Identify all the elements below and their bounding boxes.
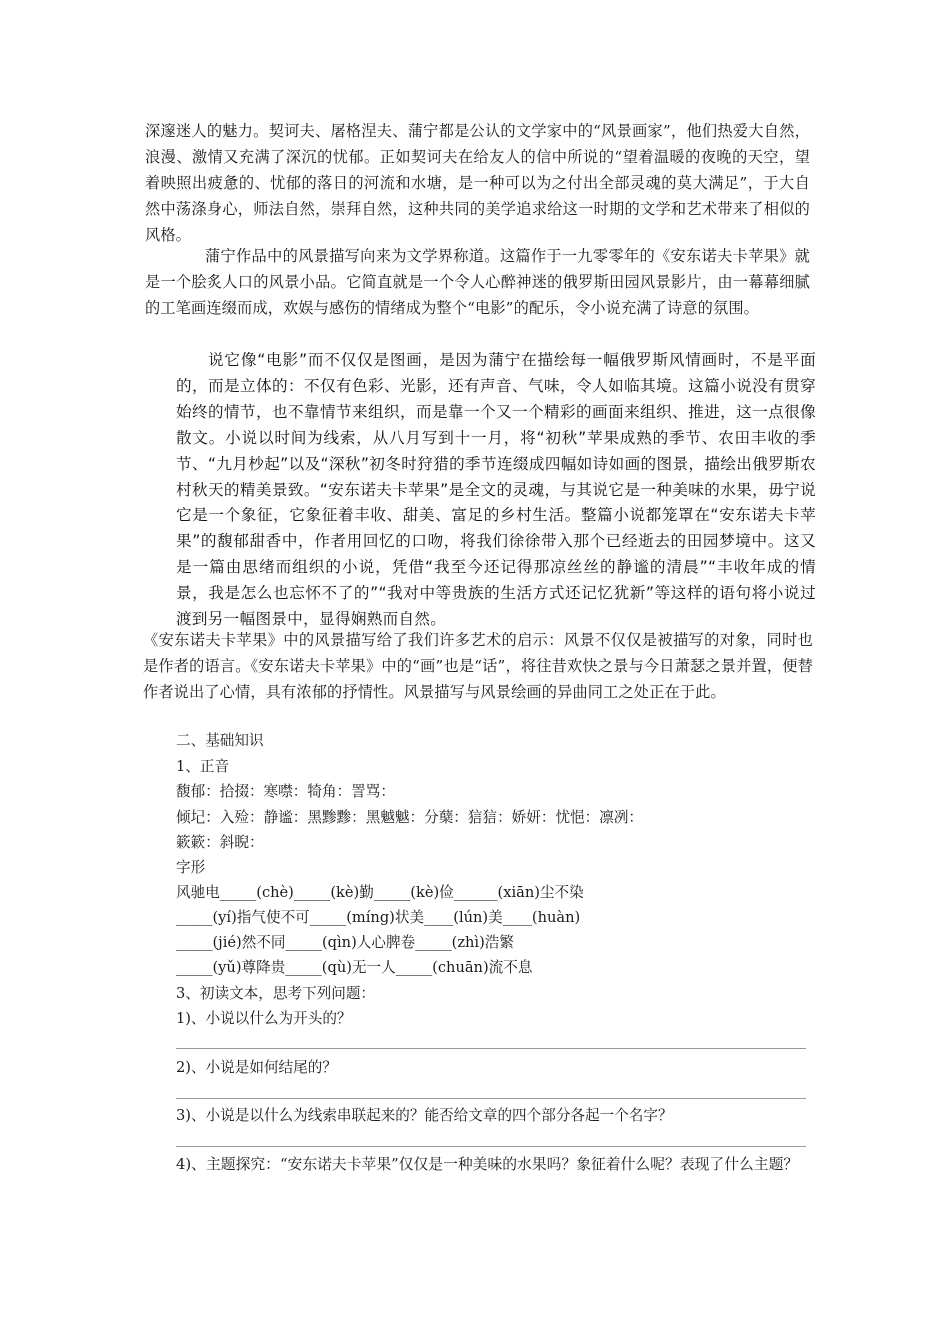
answer-line-3 — [176, 1146, 806, 1147]
section-heading-basics: 二、基础知识 — [176, 732, 264, 749]
answer-line-2 — [176, 1098, 806, 1099]
glyph-line-4: _____(yǔ)尊降贵_____(qù)无一人_____(chuān)流不息 — [176, 959, 533, 976]
glyph-line-3: _____(jié)然不同_____(qìn)人心脾卷_____(zhì)浩繁 — [176, 934, 514, 951]
glyph-heading: 字形 — [176, 859, 206, 876]
question-4: 4)、主题探究：“安东诺夫卡苹果”仅仅是一种美味的水果吗？象征着什么呢？表现了什么主题？ — [176, 1156, 799, 1173]
glyph-line-2: _____(yí)指气使不可_____(míng)状美____(lún)美____(huàn) — [176, 909, 581, 926]
paragraph-bunin-landscape: 蒲宁作品中的风景描写向来为文学界称道。这篇作于一九零零年的《安东诺夫卡苹果》就是一个脍炙人口的风景小品。它简直就是一个令人心醉神迷的俄罗斯田园风景影片，由一幕幕细腻的工笔画连缀而成，欢娱与感伤的情绪成为整个“电影”的配乐，令小说充满了诗意的氛围。 — [145, 247, 810, 317]
paragraph-intro: 深邃迷人的魅力。契诃夫、屠格涅夫、蒲宁都是公认的文学家中的“风景画家”，他们热爱大自然，浪漫、激情又充满了深沉的忧郁。正如契诃夫在给友人的信中所说的“望着温暖的夜晚的天空，望着映照出疲惫的、忧郁的落日的河流和水塘，是一种可以为之付出全部灵魂的莫大满足”，于大自然中荡涤身心，师法自然，崇拜自然，这种共同的美学追求给这一时期的文学和艺术带来了相似的风格。 — [145, 122, 810, 244]
pronunciation-line-1: 馥郁：拾掇：寒噤：犄角：詈骂： — [176, 783, 395, 800]
paragraph-artistic-inspiration: 《安东诺夫卡苹果》中的风景描写给了我们许多艺术的启示：风景不仅仅是被描写的对象，同时也是作者的语言。《安东诺夫卡苹果》中的“画”也是“话”，将往昔欢快之景与今日萧瑟之景并置，便替作者说出了心情，具有浓郁的抒情性。风景描写与风景绘画的异曲同工之处正在于此。 — [143, 631, 813, 701]
paragraph-movie-analysis: 说它像“电影”而不仅仅是图画，是因为蒲宁在描绘每一幅俄罗斯风情画时，不是平面的，而是立体的：不仅有色彩、光影，还有声音、气味，令人如临其境。这篇小说没有贯穿始终的情节，也不靠情节来组织，而是靠一个又一个精彩的画面来组织、推进，这一点很像散文。小说以时间为线索，从八月写到十一月，将“初秋”苹果成熟的季节、农田丰收的季节、“九月杪起”以及“深秋”初冬时狩猎的季节连缀成四幅如诗如画的图景，描绘出俄罗斯农村秋天的精美景致。“安东诺夫卡苹果”是全文的灵魂，与其说它是一种美味的水果，毋宁说它是一个象征，它象征着丰收、甜美、富足的乡村生活。整篇小说都笼罩在“安东诺夫卡苹果”的馥郁甜香中，作者用回忆的口吻，将我们徐徐带入那个已经逝去的田园梦境中。这又是一篇由思绪而组织的小说，凭借“我至今还记得那凉丝丝的静谧的清晨”“丰收年成的情景，我是怎么也忘怀不了的”“我对中等贵族的生活方式还记忆犹新”等这样的语句将小说过渡到另一幅图景中，显得娴熟而自然。 — [176, 351, 816, 629]
answer-line-1 — [176, 1048, 806, 1049]
pronunciation-line-3: 簌簌：斜睨： — [176, 834, 264, 851]
item-reading-questions: 3、初读文本，思考下列问题： — [176, 985, 376, 1002]
item-pronunciation-heading: 1、正音 — [176, 758, 230, 775]
pronunciation-line-2: 倾圮：入殓：静谧：黑黪黪：黑魆魆：分蘖：狺狺：娇妍：忧悒：凛冽： — [176, 809, 644, 826]
question-2: 2)、小说是如何结尾的？ — [176, 1059, 337, 1076]
question-3: 3)、小说是以什么为线索串联起来的？能否给文章的四个部分各起一个名字？ — [176, 1107, 673, 1124]
glyph-line-1: 风驰电_____(chè)_____(kè)勤_____(kè)俭______(xiān)尘不染 — [176, 884, 584, 901]
question-1: 1)、小说以什么为开头的？ — [176, 1010, 352, 1027]
